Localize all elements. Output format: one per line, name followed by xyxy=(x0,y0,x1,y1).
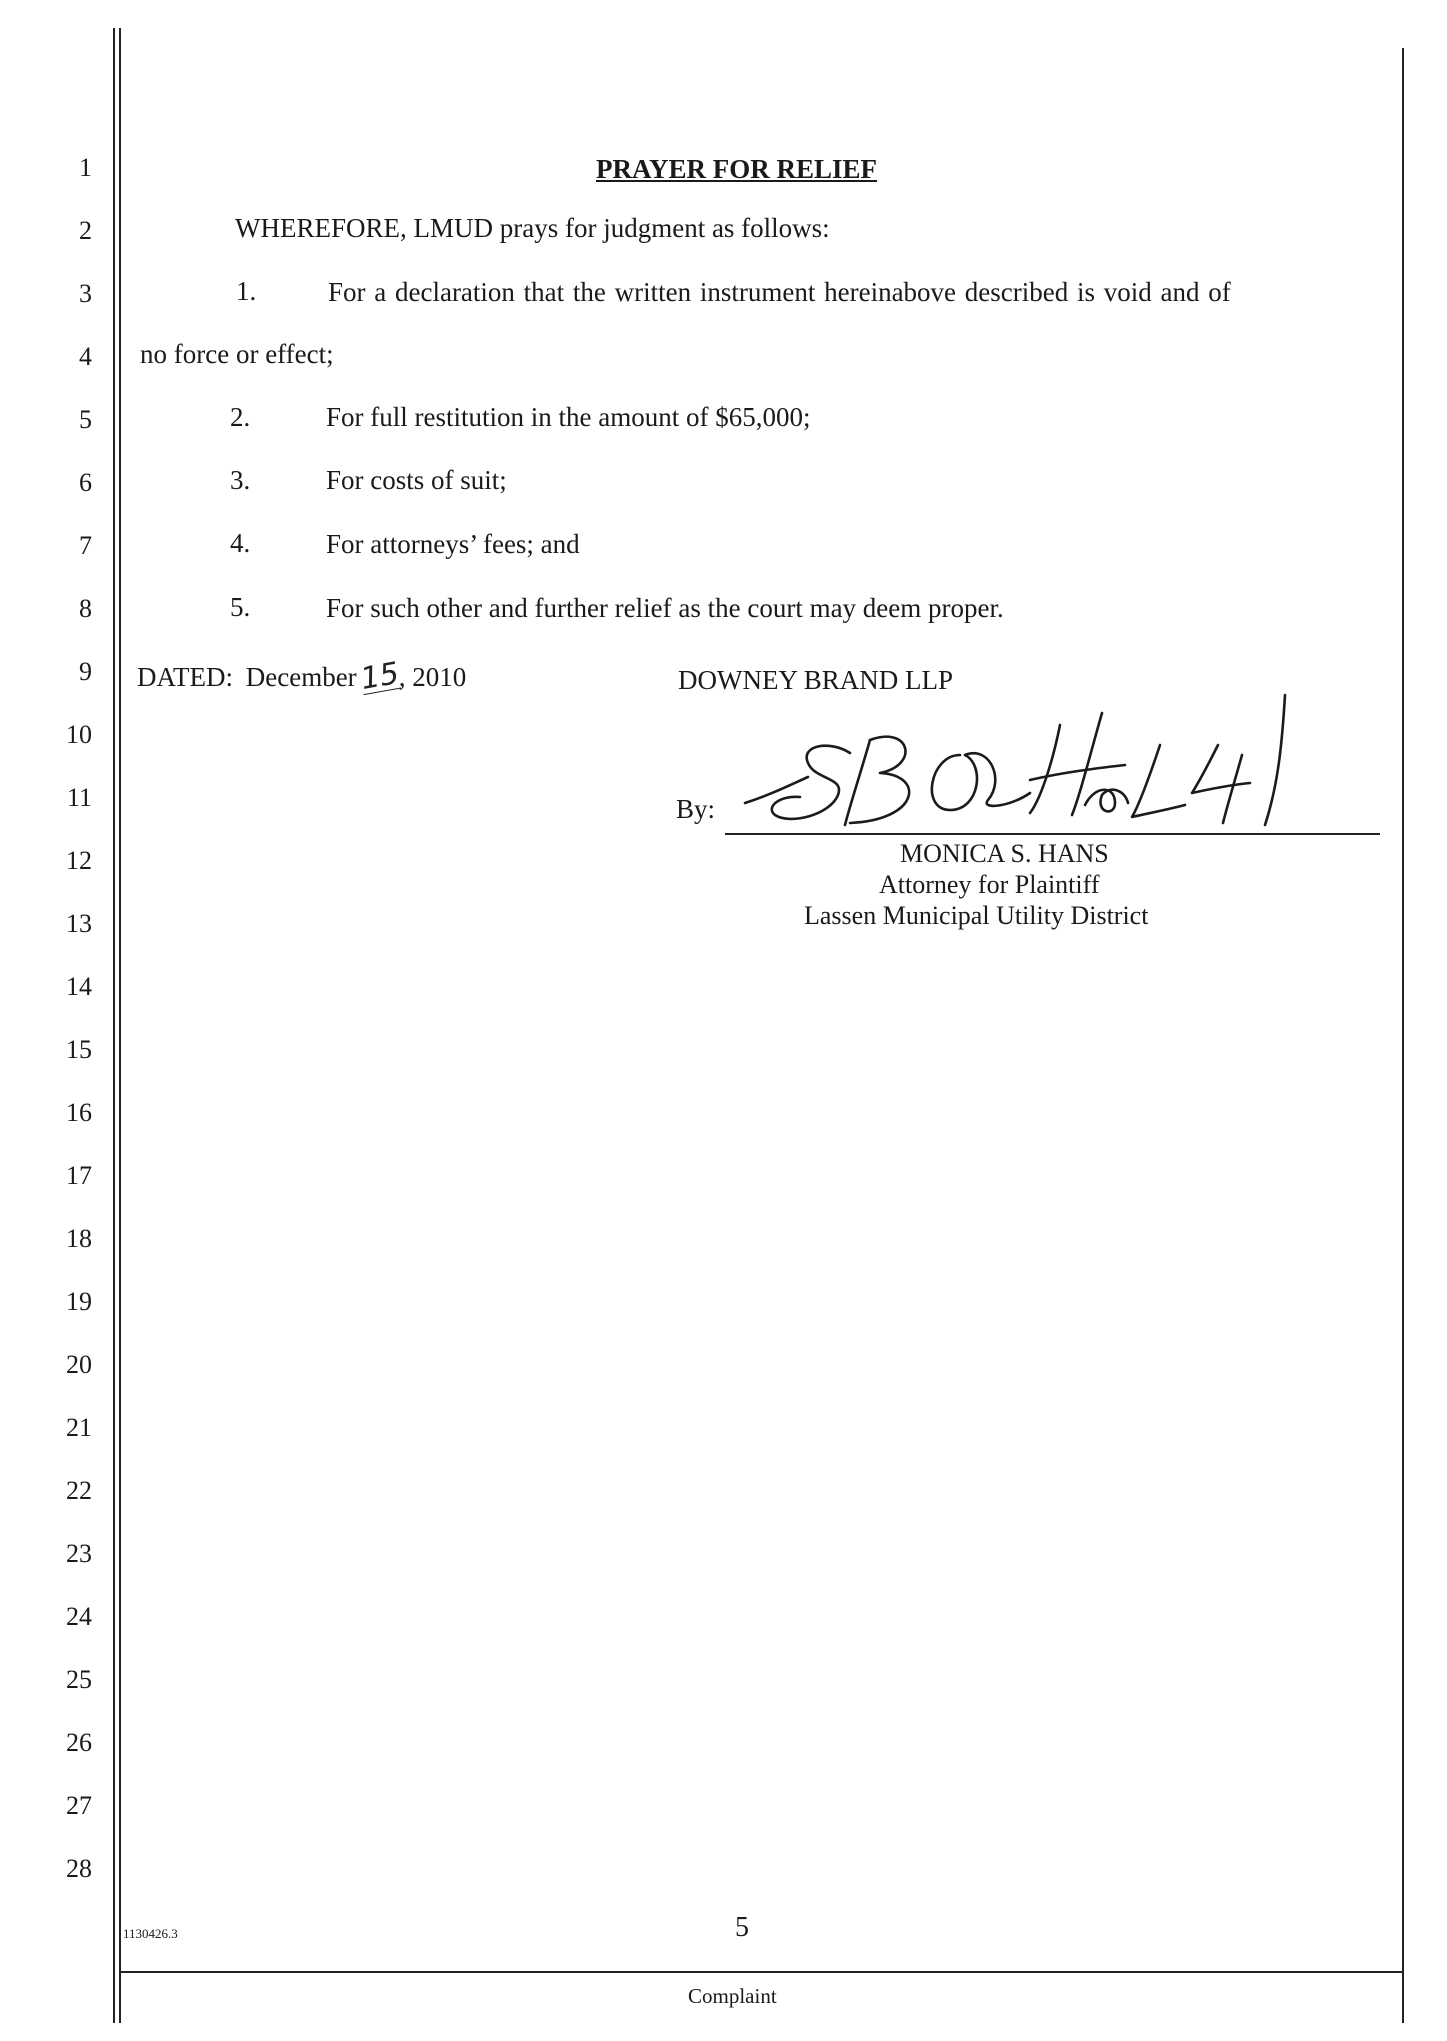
client-name: Lassen Municipal Utility District xyxy=(804,901,1149,930)
line-number: 6 xyxy=(79,468,92,497)
item-text: For attorneys’ fees; and xyxy=(326,529,580,559)
line-number: 11 xyxy=(66,783,92,812)
intro-paragraph: WHEREFORE, LMUD prays for judgment as follows: xyxy=(235,213,830,243)
item-continuation: no force or effect; xyxy=(140,339,334,369)
section-heading: PRAYER FOR RELIEF xyxy=(596,154,878,184)
dated-month: December xyxy=(245,662,357,692)
line-number: 22 xyxy=(66,1476,92,1505)
line-number: 27 xyxy=(66,1791,92,1820)
line-number: 25 xyxy=(66,1665,92,1694)
line-number: 15 xyxy=(66,1035,92,1064)
line-number: 3 xyxy=(79,279,92,308)
signer-name: MONICA S. HANS xyxy=(900,839,1109,868)
line-number: 18 xyxy=(66,1224,92,1253)
left-margin-rule-inner xyxy=(119,28,121,2023)
item-number: 1. xyxy=(236,276,257,306)
item-text: For a declaration that the written instrument hereinabove described is void and of xyxy=(328,277,1231,307)
line-number: 8 xyxy=(79,594,92,623)
by-label: By: xyxy=(676,794,716,824)
item-text: For such other and further relief as the court may deem proper. xyxy=(326,593,1004,623)
line-number: 7 xyxy=(79,531,92,560)
line-number: 17 xyxy=(66,1161,92,1190)
line-number: 12 xyxy=(66,846,92,875)
item-text: For costs of suit; xyxy=(326,465,507,495)
right-margin-rule xyxy=(1402,48,1404,2023)
item-number: 3. xyxy=(230,465,251,495)
dated-year: , 2010 xyxy=(398,662,467,692)
dated-line xyxy=(137,655,467,698)
line-number: 9 xyxy=(79,657,92,686)
footer-document-title: Complaint xyxy=(688,1984,777,2008)
line-number: 13 xyxy=(66,909,92,938)
firm-name: DOWNEY BRAND LLP xyxy=(678,665,953,695)
item-number: 5. xyxy=(230,592,251,622)
line-number: 14 xyxy=(66,972,92,1001)
line-number: 23 xyxy=(66,1539,92,1568)
line-number: 5 xyxy=(79,405,92,434)
item-number: 2. xyxy=(230,402,251,432)
footer-rule xyxy=(119,1971,1402,1973)
handwritten-signature xyxy=(730,685,1290,855)
line-number: 10 xyxy=(66,720,92,749)
dated-day-handwritten: 15 xyxy=(357,655,402,698)
left-margin-rule-outer xyxy=(113,28,115,2023)
line-number: 1 xyxy=(79,153,92,182)
item-number: 4. xyxy=(230,528,251,558)
line-number: 26 xyxy=(66,1728,92,1757)
line-number: 20 xyxy=(66,1350,92,1379)
line-number: 4 xyxy=(79,342,92,371)
line-number: 24 xyxy=(66,1602,92,1631)
signer-title: Attorney for Plaintiff xyxy=(879,870,1100,899)
line-number: 16 xyxy=(66,1098,92,1127)
line-number: 19 xyxy=(66,1287,92,1316)
item-text: For full restitution in the amount of $65,000; xyxy=(326,402,811,432)
line-number: 28 xyxy=(66,1854,92,1883)
page-number: 5 xyxy=(735,1912,749,1943)
line-number: 21 xyxy=(66,1413,92,1442)
document-id: 1130426.3 xyxy=(123,1926,178,1941)
line-number: 2 xyxy=(79,216,92,245)
dated-label: DATED: xyxy=(137,662,233,692)
